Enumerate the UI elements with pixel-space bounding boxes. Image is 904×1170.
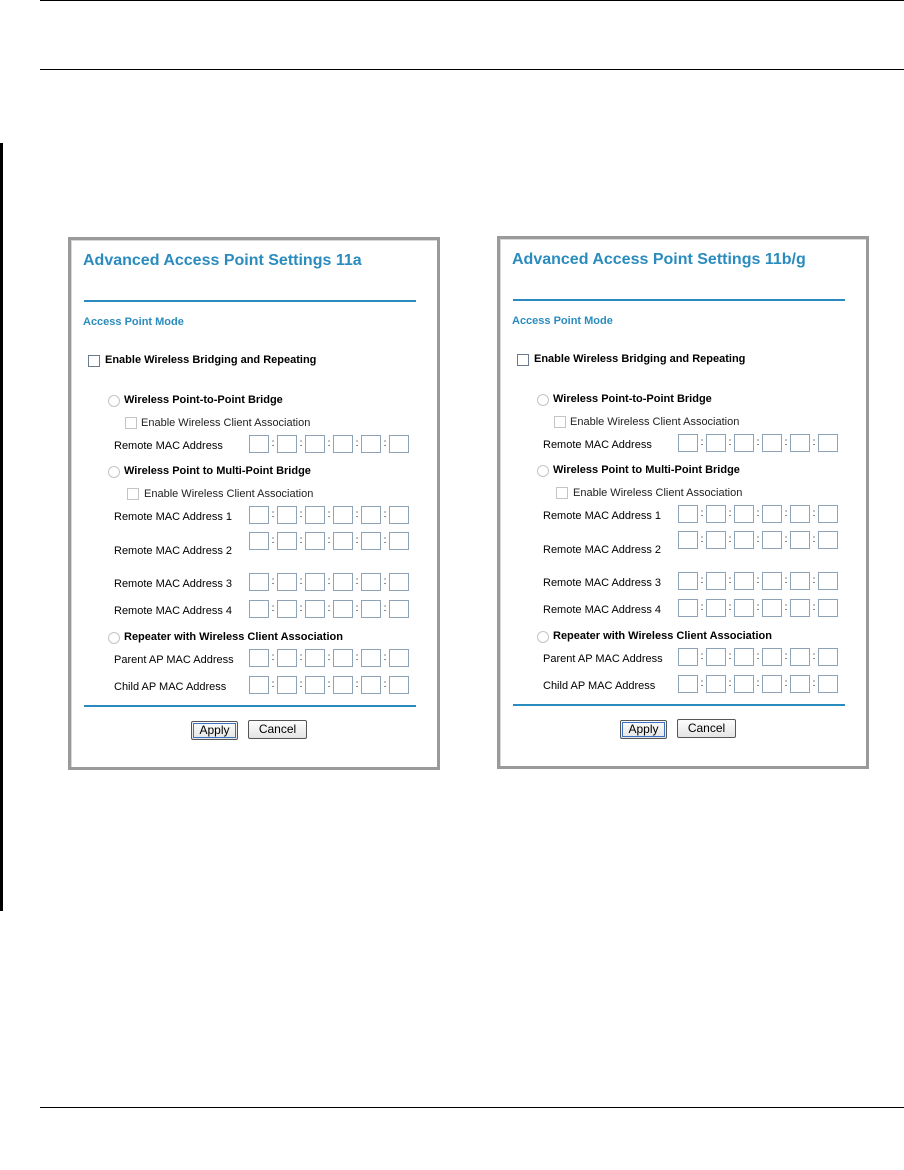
panel-title: Advanced Access Point Settings 11a — [83, 252, 362, 269]
mac-separator: : — [355, 535, 359, 546]
child-mac-input — [678, 675, 838, 693]
multi-bridge-radio[interactable] — [108, 466, 120, 478]
mac-separator: : — [383, 535, 387, 546]
mac-octet-input[interactable] — [818, 648, 838, 666]
remote-mac-2-input — [249, 532, 409, 550]
remote-mac-4-label: Remote MAC Address 4 — [114, 605, 232, 617]
mac-separator: : — [327, 535, 331, 546]
mac-octet-input[interactable] — [706, 531, 726, 549]
mac-separator: : — [299, 603, 303, 614]
header-rule — [40, 69, 904, 70]
multi-client-assoc-checkbox[interactable] — [127, 488, 139, 500]
remote-mac-3-input — [678, 572, 838, 590]
mac-octet-input[interactable] — [818, 531, 838, 549]
mac-separator: : — [812, 534, 816, 545]
mac-separator: : — [327, 509, 331, 520]
mac-octet-input[interactable] — [734, 599, 754, 617]
parent-mac-label: Parent AP MAC Address — [114, 654, 234, 666]
mac-octet-input[interactable] — [249, 435, 269, 453]
mac-octet-input[interactable] — [818, 434, 838, 452]
mac-octet-input[interactable] — [389, 573, 409, 591]
mac-separator: : — [812, 508, 816, 519]
mac-separator: : — [355, 652, 359, 663]
mac-separator: : — [756, 437, 760, 448]
mac-separator: : — [299, 652, 303, 663]
mac-separator: : — [383, 509, 387, 520]
mac-octet-input[interactable] — [305, 532, 325, 550]
mac-octet-input[interactable] — [762, 434, 782, 452]
mac-octet-input[interactable] — [678, 648, 698, 666]
parent-mac-input — [249, 649, 409, 667]
p2p-bridge-label: Wireless Point-to-Point Bridge — [553, 393, 712, 405]
mac-octet-input[interactable] — [333, 649, 353, 667]
enable-bridging-checkbox[interactable] — [88, 355, 100, 367]
multi-bridge-label: Wireless Point to Multi-Point Bridge — [553, 464, 740, 476]
mac-octet-input[interactable] — [249, 676, 269, 694]
mac-separator: : — [812, 575, 816, 586]
mac-separator: : — [383, 652, 387, 663]
child-mac-label: Child AP MAC Address — [114, 681, 227, 693]
mac-octet-input[interactable] — [734, 505, 754, 523]
mac-octet-input[interactable] — [389, 435, 409, 453]
mac-separator: : — [700, 534, 704, 545]
multi-bridge-label: Wireless Point to Multi-Point Bridge — [124, 465, 311, 477]
mac-separator: : — [812, 651, 816, 662]
mac-separator: : — [271, 603, 275, 614]
mac-octet-input[interactable] — [762, 531, 782, 549]
mac-separator: : — [728, 678, 732, 689]
mac-separator: : — [271, 509, 275, 520]
remote-mac-2-label: Remote MAC Address 2 — [114, 545, 232, 557]
mac-octet-input[interactable] — [678, 505, 698, 523]
mac-separator: : — [784, 534, 788, 545]
p2p-client-assoc-label: Enable Wireless Client Association — [141, 417, 311, 429]
remote-mac-1-input — [678, 505, 838, 523]
mac-octet-input[interactable] — [361, 573, 381, 591]
mac-octet-input[interactable] — [249, 649, 269, 667]
mac-separator: : — [784, 508, 788, 519]
mac-octet-input[interactable] — [305, 435, 325, 453]
mac-octet-input[interactable] — [333, 506, 353, 524]
mac-separator: : — [756, 508, 760, 519]
mac-separator: : — [756, 575, 760, 586]
mac-octet-input[interactable] — [706, 599, 726, 617]
panel-11a — [68, 237, 440, 770]
mac-separator: : — [700, 678, 704, 689]
mac-separator: : — [271, 652, 275, 663]
mac-separator: : — [299, 509, 303, 520]
enable-bridging-checkbox[interactable] — [517, 354, 529, 366]
mac-octet-input[interactable] — [678, 675, 698, 693]
mac-octet-input[interactable] — [790, 572, 810, 590]
mac-separator: : — [784, 437, 788, 448]
repeater-radio[interactable] — [108, 632, 120, 644]
mac-octet-input[interactable] — [818, 505, 838, 523]
cancel-button[interactable]: Cancel — [677, 719, 736, 738]
p2p-bridge-label: Wireless Point-to-Point Bridge — [124, 394, 283, 406]
mac-octet-input[interactable] — [361, 649, 381, 667]
remote-mac-4-input — [249, 600, 409, 618]
mac-separator: : — [756, 534, 760, 545]
mac-octet-input[interactable] — [818, 599, 838, 617]
mac-octet-input[interactable] — [277, 573, 297, 591]
mac-octet-input[interactable] — [678, 434, 698, 452]
mac-octet-input[interactable] — [734, 572, 754, 590]
mac-octet-input[interactable] — [678, 572, 698, 590]
mac-octet-input[interactable] — [734, 675, 754, 693]
mac-octet-input[interactable] — [361, 676, 381, 694]
mac-octet-input[interactable] — [333, 600, 353, 618]
mac-octet-input[interactable] — [706, 434, 726, 452]
mac-separator: : — [355, 603, 359, 614]
mac-separator: : — [327, 438, 331, 449]
footer-rule — [40, 1107, 904, 1108]
p2p-bridge-radio[interactable] — [537, 394, 549, 406]
mac-separator: : — [812, 602, 816, 613]
mac-separator: : — [355, 679, 359, 690]
mac-octet-input[interactable] — [790, 505, 810, 523]
section-heading: Access Point Mode — [512, 315, 613, 327]
mac-octet-input[interactable] — [333, 573, 353, 591]
mac-separator: : — [299, 679, 303, 690]
mac-octet-input[interactable] — [790, 531, 810, 549]
mac-octet-input[interactable] — [305, 649, 325, 667]
mac-octet-input[interactable] — [361, 532, 381, 550]
remote-mac-4-input — [678, 599, 838, 617]
mac-octet-input[interactable] — [389, 506, 409, 524]
mac-octet-input[interactable] — [706, 675, 726, 693]
mac-octet-input[interactable] — [305, 600, 325, 618]
mac-octet-input[interactable] — [790, 648, 810, 666]
change-bar — [0, 143, 3, 911]
apply-button[interactable]: Apply — [620, 720, 667, 739]
child-mac-label: Child AP MAC Address — [543, 680, 656, 692]
mac-octet-input[interactable] — [762, 572, 782, 590]
mac-octet-input[interactable] — [333, 532, 353, 550]
mac-separator: : — [327, 679, 331, 690]
mac-octet-input[interactable] — [818, 572, 838, 590]
remote-mac-3-label: Remote MAC Address 3 — [114, 578, 232, 590]
mac-separator: : — [355, 438, 359, 449]
remote-mac-2-input — [678, 531, 838, 549]
mac-octet-input[interactable] — [277, 649, 297, 667]
remote-mac-input — [678, 434, 838, 452]
mac-octet-input[interactable] — [305, 676, 325, 694]
mac-separator: : — [327, 603, 331, 614]
mac-separator: : — [756, 651, 760, 662]
mac-separator: : — [756, 678, 760, 689]
p2p-client-assoc-checkbox[interactable] — [125, 417, 137, 429]
multi-client-assoc-label: Enable Wireless Client Association — [573, 487, 743, 499]
mac-octet-input[interactable] — [818, 675, 838, 693]
mac-separator: : — [700, 651, 704, 662]
repeater-radio[interactable] — [537, 631, 549, 643]
footer-divider — [84, 705, 416, 707]
mac-separator: : — [728, 602, 732, 613]
cancel-button[interactable]: Cancel — [248, 720, 307, 739]
mac-octet-input[interactable] — [790, 675, 810, 693]
mac-octet-input[interactable] — [333, 435, 353, 453]
mac-separator: : — [728, 437, 732, 448]
mac-octet-input[interactable] — [361, 600, 381, 618]
mac-octet-input[interactable] — [277, 506, 297, 524]
mac-octet-input[interactable] — [762, 599, 782, 617]
remote-mac-4-label: Remote MAC Address 4 — [543, 604, 661, 616]
parent-mac-label: Parent AP MAC Address — [543, 653, 663, 665]
multi-bridge-radio[interactable] — [537, 465, 549, 477]
title-divider — [84, 300, 416, 302]
remote-mac-3-input — [249, 573, 409, 591]
p2p-bridge-radio[interactable] — [108, 395, 120, 407]
mac-octet-input[interactable] — [762, 648, 782, 666]
mac-octet-input[interactable] — [389, 676, 409, 694]
remote-mac-1-label: Remote MAC Address 1 — [114, 511, 232, 523]
mac-separator: : — [784, 575, 788, 586]
title-divider — [513, 299, 845, 301]
mac-octet-input[interactable] — [734, 434, 754, 452]
mac-octet-input[interactable] — [734, 648, 754, 666]
mac-separator: : — [299, 576, 303, 587]
mac-octet-input[interactable] — [706, 505, 726, 523]
mac-separator: : — [784, 651, 788, 662]
mac-octet-input[interactable] — [762, 675, 782, 693]
mac-separator: : — [271, 438, 275, 449]
mac-octet-input[interactable] — [277, 600, 297, 618]
mac-octet-input[interactable] — [678, 531, 698, 549]
mac-separator: : — [383, 679, 387, 690]
enable-bridging-label: Enable Wireless Bridging and Repeating — [105, 354, 317, 366]
mac-octet-input[interactable] — [249, 573, 269, 591]
section-heading: Access Point Mode — [83, 316, 184, 328]
repeater-label: Repeater with Wireless Client Association — [124, 631, 343, 643]
mac-octet-input[interactable] — [389, 532, 409, 550]
panel-11bg — [497, 236, 869, 769]
remote-mac-input — [249, 435, 409, 453]
mac-octet-input[interactable] — [706, 572, 726, 590]
footer-divider — [513, 704, 845, 706]
mac-separator: : — [700, 508, 704, 519]
mac-separator: : — [756, 602, 760, 613]
mac-separator: : — [812, 678, 816, 689]
mac-separator: : — [700, 437, 704, 448]
remote-mac-label: Remote MAC Address — [114, 440, 223, 452]
mac-separator: : — [383, 438, 387, 449]
mac-separator: : — [784, 678, 788, 689]
repeater-label: Repeater with Wireless Client Association — [553, 630, 772, 642]
mac-separator: : — [271, 679, 275, 690]
parent-mac-input — [678, 648, 838, 666]
mac-separator: : — [728, 534, 732, 545]
remote-mac-1-label: Remote MAC Address 1 — [543, 510, 661, 522]
p2p-client-assoc-label: Enable Wireless Client Association — [570, 416, 740, 428]
mac-octet-input[interactable] — [762, 505, 782, 523]
mac-separator: : — [271, 576, 275, 587]
mac-octet-input[interactable] — [734, 531, 754, 549]
mac-octet-input[interactable] — [361, 506, 381, 524]
mac-separator: : — [700, 602, 704, 613]
mac-octet-input[interactable] — [277, 532, 297, 550]
mac-separator: : — [812, 437, 816, 448]
remote-mac-3-label: Remote MAC Address 3 — [543, 577, 661, 589]
mac-separator: : — [271, 535, 275, 546]
panel-title: Advanced Access Point Settings 11b/g — [512, 251, 806, 268]
mac-separator: : — [728, 651, 732, 662]
mac-octet-input[interactable] — [277, 435, 297, 453]
remote-mac-label: Remote MAC Address — [543, 439, 652, 451]
mac-octet-input[interactable] — [249, 506, 269, 524]
multi-client-assoc-label: Enable Wireless Client Association — [144, 488, 314, 500]
mac-separator: : — [700, 575, 704, 586]
mac-octet-input[interactable] — [333, 676, 353, 694]
mac-octet-input[interactable] — [706, 648, 726, 666]
child-mac-input — [249, 676, 409, 694]
multi-client-assoc-checkbox[interactable] — [556, 487, 568, 499]
mac-separator: : — [728, 575, 732, 586]
mac-octet-input[interactable] — [305, 573, 325, 591]
mac-octet-input[interactable] — [790, 434, 810, 452]
mac-octet-input[interactable] — [305, 506, 325, 524]
mac-separator: : — [383, 603, 387, 614]
p2p-client-assoc-checkbox[interactable] — [554, 416, 566, 428]
apply-button[interactable]: Apply — [191, 721, 238, 740]
mac-octet-input[interactable] — [277, 676, 297, 694]
enable-bridging-label: Enable Wireless Bridging and Repeating — [534, 353, 746, 365]
mac-octet-input[interactable] — [678, 599, 698, 617]
mac-separator: : — [728, 508, 732, 519]
mac-octet-input[interactable] — [790, 599, 810, 617]
mac-separator: : — [383, 576, 387, 587]
mac-separator: : — [299, 438, 303, 449]
mac-separator: : — [355, 576, 359, 587]
mac-octet-input[interactable] — [389, 649, 409, 667]
mac-octet-input[interactable] — [249, 532, 269, 550]
mac-separator: : — [327, 652, 331, 663]
remote-mac-1-input — [249, 506, 409, 524]
mac-separator: : — [327, 576, 331, 587]
mac-separator: : — [355, 509, 359, 520]
mac-separator: : — [784, 602, 788, 613]
mac-octet-input[interactable] — [361, 435, 381, 453]
top-rule — [40, 0, 904, 1]
mac-separator: : — [299, 535, 303, 546]
remote-mac-2-label: Remote MAC Address 2 — [543, 544, 661, 556]
mac-octet-input[interactable] — [249, 600, 269, 618]
mac-octet-input[interactable] — [389, 600, 409, 618]
